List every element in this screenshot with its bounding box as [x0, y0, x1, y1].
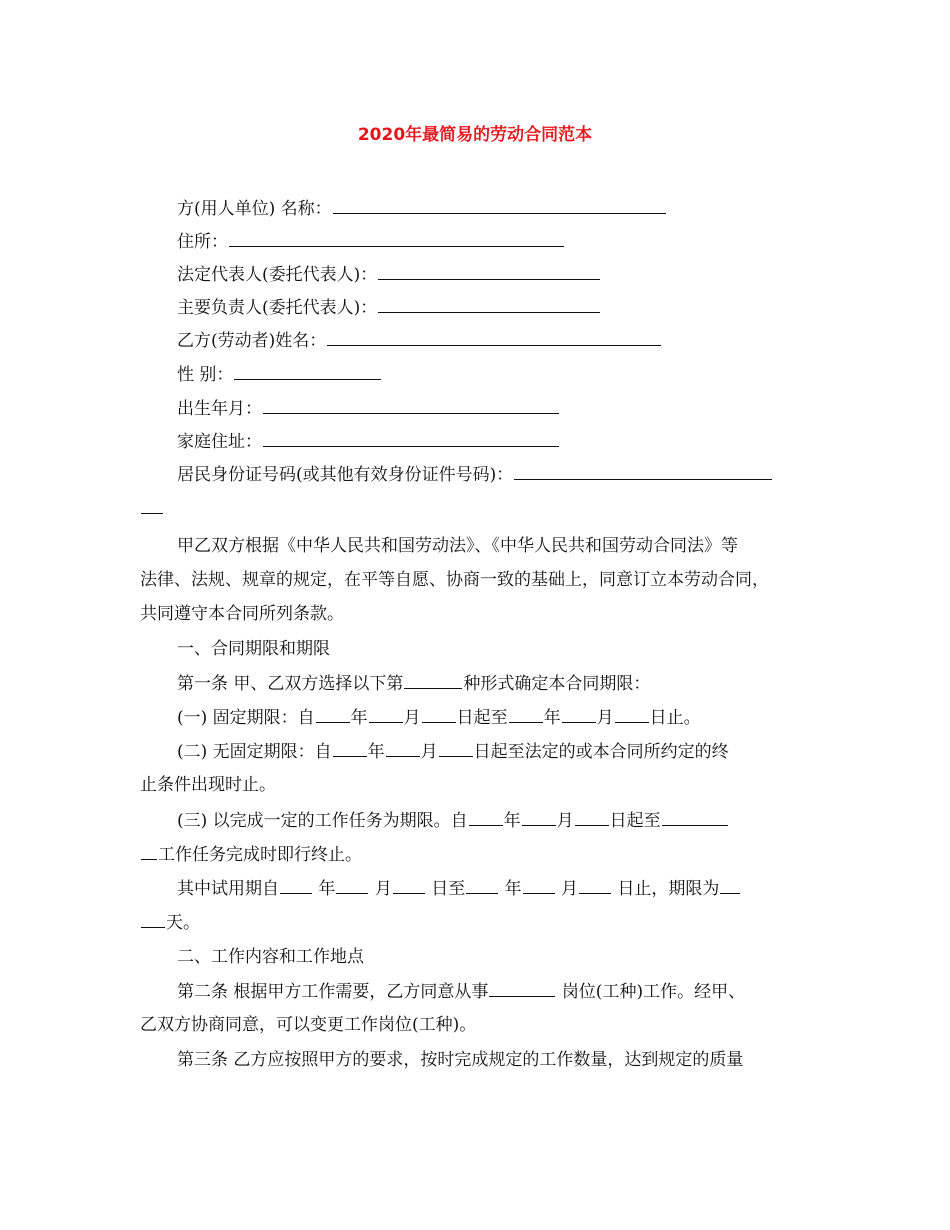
fill-blank[interactable]: [369, 705, 403, 723]
text: 工作任务完成时即行终止。: [158, 845, 362, 865]
text: 年: [503, 811, 521, 831]
fill-blank[interactable]: [439, 739, 473, 757]
text: 年: [350, 708, 368, 728]
field-label: 性 别：: [177, 365, 234, 385]
field-label: 家庭住址：: [177, 432, 262, 452]
text: 日至: [431, 879, 466, 899]
gender-field: [177, 362, 382, 387]
text: 岗位(工种)工作。经甲、: [561, 982, 746, 1002]
id-number-field-cont: [140, 496, 164, 521]
fill-blank[interactable]: [575, 808, 609, 826]
text: 月: [561, 879, 579, 899]
address-field: [177, 229, 565, 254]
text: 日起至法定的或本合同所约定的终: [473, 742, 729, 762]
text: 月: [374, 879, 392, 899]
fill-blank[interactable]: [579, 876, 611, 894]
fill-blank[interactable]: [404, 671, 462, 689]
intro-paragraph-line: 法律、法规、规章的规定，在平等自愿、协商一致的基础上，同意订立本劳动合同，: [140, 570, 769, 590]
fill-blank[interactable]: [523, 876, 555, 894]
text: (二) 无固定期限：自: [177, 742, 332, 762]
fill-blank[interactable]: [336, 876, 368, 894]
fill-blank[interactable]: [378, 295, 600, 313]
term-nonfixed-cont: 止条件出现时止。: [140, 775, 276, 795]
text: 月: [596, 708, 614, 728]
field-label: 出生年月：: [177, 399, 262, 419]
text: 年: [504, 879, 522, 899]
fill-blank[interactable]: [393, 876, 425, 894]
text: 月: [556, 811, 574, 831]
fill-blank[interactable]: [141, 910, 165, 928]
employer-name-field: [177, 196, 667, 221]
article-1: [177, 671, 650, 696]
section-heading-term: 一、合同期限和期限: [177, 639, 330, 659]
fill-blank[interactable]: [422, 705, 456, 723]
fill-blank[interactable]: [466, 876, 498, 894]
fill-blank[interactable]: [333, 196, 666, 214]
intro-paragraph-line: 共同遵守本合同所列条款。: [140, 604, 344, 624]
fill-blank[interactable]: [378, 262, 600, 280]
term-nonfixed: [177, 739, 729, 764]
text: 月: [403, 708, 421, 728]
fill-blank[interactable]: [386, 739, 420, 757]
document-title: 2020年最简易的劳动合同范本: [357, 125, 593, 145]
text: 第二条 根据甲方工作需要，乙方同意从事: [177, 982, 489, 1002]
field-label: 住所：: [177, 232, 228, 252]
fill-blank[interactable]: [489, 979, 555, 997]
text: 日起至: [456, 708, 508, 728]
field-label: 主要负责人(委托代表人)：: [177, 298, 378, 318]
fill-blank[interactable]: [263, 396, 559, 414]
text: 年: [367, 742, 385, 762]
fill-blank[interactable]: [514, 462, 772, 480]
article-2-cont: 乙双方协商同意，可以变更工作岗位(工种)。: [140, 1015, 477, 1035]
fill-blank[interactable]: [509, 705, 543, 723]
birth-date-field: [177, 396, 560, 421]
probation-period: [177, 876, 741, 901]
principal-field: [177, 295, 601, 320]
fill-blank[interactable]: [327, 328, 661, 346]
article-3: 第三条 乙方应按照甲方的要求，按时完成规定的工作数量，达到规定的质量: [177, 1050, 744, 1070]
field-label: 乙方(劳动者)姓名：: [177, 331, 327, 351]
text: 年: [543, 708, 561, 728]
fill-blank[interactable]: [522, 808, 556, 826]
fill-blank[interactable]: [141, 842, 157, 860]
field-label: 方(用人单位) 名称：: [177, 199, 332, 219]
fill-blank[interactable]: [720, 876, 740, 894]
fill-blank[interactable]: [234, 362, 381, 380]
home-address-field: [177, 429, 560, 454]
intro-paragraph-line: 甲乙双方根据《中华人民共和国劳动法》、《中华人民共和国劳动合同法》等: [177, 536, 738, 556]
article-2: [177, 979, 745, 1004]
fill-blank[interactable]: [263, 429, 559, 447]
fill-blank[interactable]: [141, 496, 163, 514]
text: (三) 以完成一定的工作任务为期限。自: [177, 811, 468, 831]
term-task: [177, 808, 729, 833]
text: 天。: [166, 913, 200, 933]
fill-blank[interactable]: [333, 739, 367, 757]
section-heading-work: 二、工作内容和工作地点: [177, 947, 364, 967]
id-number-field: [177, 462, 773, 487]
text: 种形式确定本合同期限：: [463, 674, 651, 694]
fill-blank[interactable]: [469, 808, 503, 826]
text: (一) 固定期限：自: [177, 708, 315, 728]
fill-blank[interactable]: [615, 705, 649, 723]
employee-name-field: [177, 328, 662, 353]
fill-blank[interactable]: [280, 876, 312, 894]
term-task-cont: [140, 842, 362, 867]
text: 日起至: [609, 811, 661, 831]
fill-blank[interactable]: [562, 705, 596, 723]
text: 月: [420, 742, 438, 762]
field-label: 法定代表人(委托代表人)：: [177, 265, 378, 285]
text: 第一条 甲、乙双方选择以下第: [177, 674, 404, 694]
fill-blank[interactable]: [229, 229, 564, 247]
text: 日止，期限为: [617, 879, 720, 899]
term-fixed: [177, 705, 701, 730]
text: 其中试用期自: [177, 879, 279, 899]
text: 年: [318, 879, 336, 899]
text: 日止。: [649, 708, 701, 728]
legal-rep-field: [177, 262, 601, 287]
fill-blank[interactable]: [316, 705, 350, 723]
field-label: 居民身份证号码(或其他有效身份证件号码)：: [177, 465, 514, 485]
fill-blank[interactable]: [662, 808, 728, 826]
probation-period-cont: [140, 910, 200, 935]
